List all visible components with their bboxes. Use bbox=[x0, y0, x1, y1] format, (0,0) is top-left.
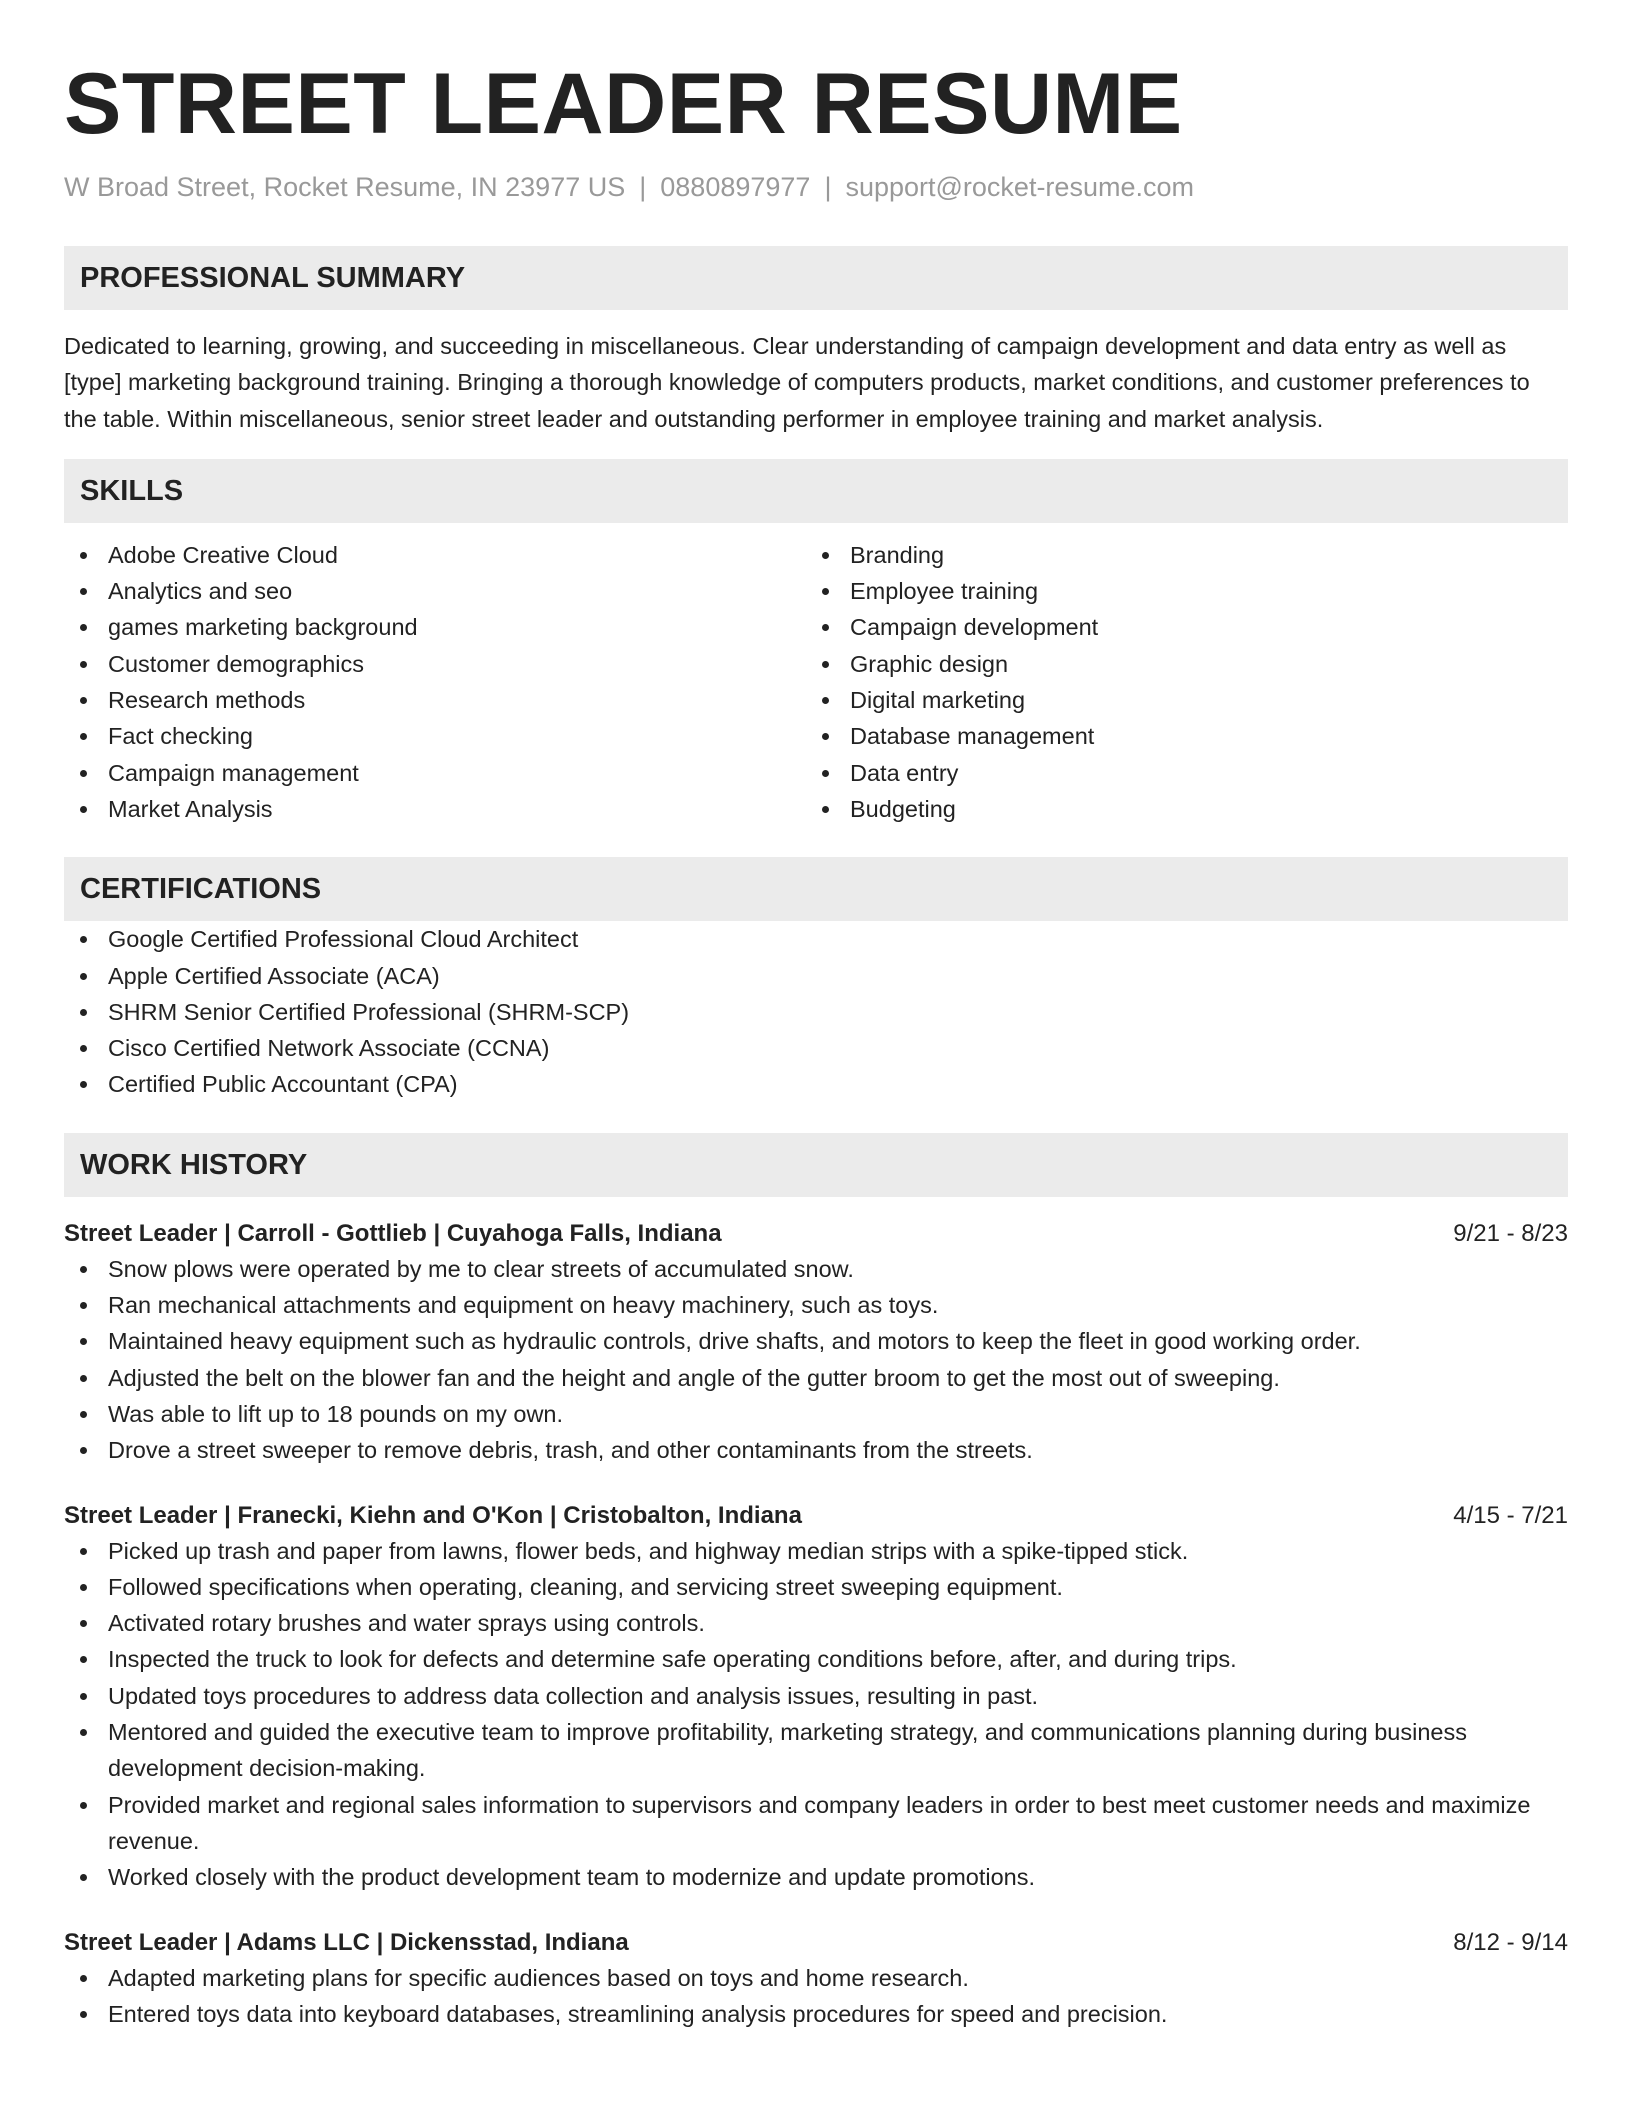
skills-grid bbox=[64, 537, 1568, 827]
contact-separator: | bbox=[639, 172, 647, 202]
job-title: Street Leader | Franecki, Kiehn and O'Kon | Cristobalton, Indiana bbox=[64, 1501, 802, 1529]
certifications-heading: CERTIFICATIONS bbox=[64, 857, 1568, 921]
certification-item: Google Certified Professional Cloud Architect bbox=[64, 921, 1568, 957]
skill-item: Customer demographics bbox=[64, 646, 806, 682]
job-bullet: Snow plows were operated by me to clear streets of accumulated snow. bbox=[64, 1251, 1568, 1287]
job-bullet: Inspected the truck to look for defects and determine safe operating conditions before, after, and during trips. bbox=[64, 1641, 1568, 1677]
job-bullet-list bbox=[64, 1251, 1568, 1469]
summary-text: Dedicated to learning, growing, and succeeding in miscellaneous. Clear understanding of campaign development and data entry as well as [type] marketing background training. Bringing a thorough knowledge of computers products, market conditions, and customer preferences to the table. Within miscellaneous, senior street leader and outstanding performer in employee training and market analysis. bbox=[64, 333, 1530, 432]
job-title: Street Leader | Adams LLC | Dickensstad, Indiana bbox=[64, 1928, 629, 1956]
skill-item: Adobe Creative Cloud bbox=[64, 537, 806, 573]
skill-item: Analytics and seo bbox=[64, 573, 806, 609]
skill-item: Campaign development bbox=[806, 609, 1548, 645]
skill-item: Research methods bbox=[64, 682, 806, 718]
skills-list-left bbox=[64, 537, 806, 827]
skill-item: Campaign management bbox=[64, 755, 806, 791]
job-entry bbox=[64, 1499, 1568, 1896]
work-history-heading: WORK HISTORY bbox=[64, 1133, 1568, 1197]
job-bullet: Updated toys procedures to address data collection and analysis issues, resulting in past. bbox=[64, 1678, 1568, 1714]
skills-heading: SKILLS bbox=[64, 459, 1568, 523]
skill-item: Data entry bbox=[806, 755, 1548, 791]
job-bullet: Was able to lift up to 18 pounds on my own. bbox=[64, 1396, 1568, 1432]
job-entry bbox=[64, 1217, 1568, 1469]
contact-email: support@rocket-resume.com bbox=[845, 172, 1194, 202]
contact-phone: 0880897977 bbox=[660, 172, 811, 202]
job-bullet: Adapted marketing plans for specific audiences based on toys and home research. bbox=[64, 1960, 1568, 1996]
job-bullet: Entered toys data into keyboard databases, streamlining analysis procedures for speed and precision. bbox=[64, 1996, 1568, 2032]
job-bullet: Ran mechanical attachments and equipment on heavy machinery, such as toys. bbox=[64, 1287, 1568, 1323]
skills-column-right bbox=[806, 537, 1548, 827]
job-header bbox=[64, 1499, 1568, 1533]
skills-list-right bbox=[806, 537, 1548, 827]
job-title: Street Leader | Carroll - Gottlieb | Cuyahoga Falls, Indiana bbox=[64, 1219, 722, 1247]
contact-address: W Broad Street, Rocket Resume, IN 23977 US bbox=[64, 172, 626, 202]
certifications-list bbox=[64, 921, 1568, 1102]
job-bullet: Provided market and regional sales information to supervisors and company leaders in order to best meet customer needs and maximize revenue. bbox=[64, 1787, 1568, 1860]
skill-item: Digital marketing bbox=[806, 682, 1548, 718]
job-bullet: Activated rotary brushes and water sprays using controls. bbox=[64, 1605, 1568, 1641]
job-bullet: Maintained heavy equipment such as hydraulic controls, drive shafts, and motors to keep the fleet in good working order. bbox=[64, 1323, 1568, 1359]
certifications-section bbox=[64, 857, 1568, 1102]
skill-item: Budgeting bbox=[806, 791, 1548, 827]
certification-item: Cisco Certified Network Associate (CCNA) bbox=[64, 1030, 1568, 1066]
certification-item: Apple Certified Associate (ACA) bbox=[64, 958, 1568, 994]
certification-item: SHRM Senior Certified Professional (SHRM-SCP) bbox=[64, 994, 1568, 1030]
skill-item: Branding bbox=[806, 537, 1548, 573]
resume-page bbox=[64, 0, 1568, 2032]
job-dates: 8/12 - 9/14 bbox=[1453, 1928, 1568, 1956]
skill-item: Fact checking bbox=[64, 718, 806, 754]
skills-section bbox=[64, 459, 1568, 827]
job-bullet-list bbox=[64, 1960, 1568, 2033]
contact-separator: | bbox=[824, 172, 832, 202]
certification-item: Certified Public Accountant (CPA) bbox=[64, 1066, 1568, 1102]
summary-heading: PROFESSIONAL SUMMARY bbox=[64, 246, 1568, 310]
job-bullet: Worked closely with the product development team to modernize and update promotions. bbox=[64, 1859, 1568, 1895]
job-header bbox=[64, 1926, 1568, 1960]
skill-item: Database management bbox=[806, 718, 1548, 754]
job-bullet: Drove a street sweeper to remove debris, trash, and other contaminants from the streets. bbox=[64, 1432, 1568, 1468]
skill-item: Market Analysis bbox=[64, 791, 806, 827]
job-entry bbox=[64, 1926, 1568, 2033]
job-dates: 9/21 - 8/23 bbox=[1453, 1219, 1568, 1247]
skill-item: games marketing background bbox=[64, 609, 806, 645]
job-bullet: Picked up trash and paper from lawns, flower beds, and highway median strips with a spike-tipped stick. bbox=[64, 1533, 1568, 1569]
job-header bbox=[64, 1217, 1568, 1251]
job-bullet: Mentored and guided the executive team to improve profitability, marketing strategy, and communications planning during business development decision-making. bbox=[64, 1714, 1568, 1787]
skills-column-left bbox=[64, 537, 806, 827]
skill-item: Employee training bbox=[806, 573, 1548, 609]
work-history-section bbox=[64, 1133, 1568, 2032]
resume-title: STREET LEADER RESUME bbox=[64, 56, 1183, 152]
skill-item: Graphic design bbox=[806, 646, 1548, 682]
job-bullet: Adjusted the belt on the blower fan and the height and angle of the gutter broom to get the most out of sweeping. bbox=[64, 1360, 1568, 1396]
job-bullet-list bbox=[64, 1533, 1568, 1896]
summary-section bbox=[64, 246, 1568, 437]
job-dates: 4/15 - 7/21 bbox=[1453, 1501, 1568, 1529]
job-bullet: Followed specifications when operating, cleaning, and servicing street sweeping equipment. bbox=[64, 1569, 1568, 1605]
contact-line bbox=[64, 170, 1568, 204]
